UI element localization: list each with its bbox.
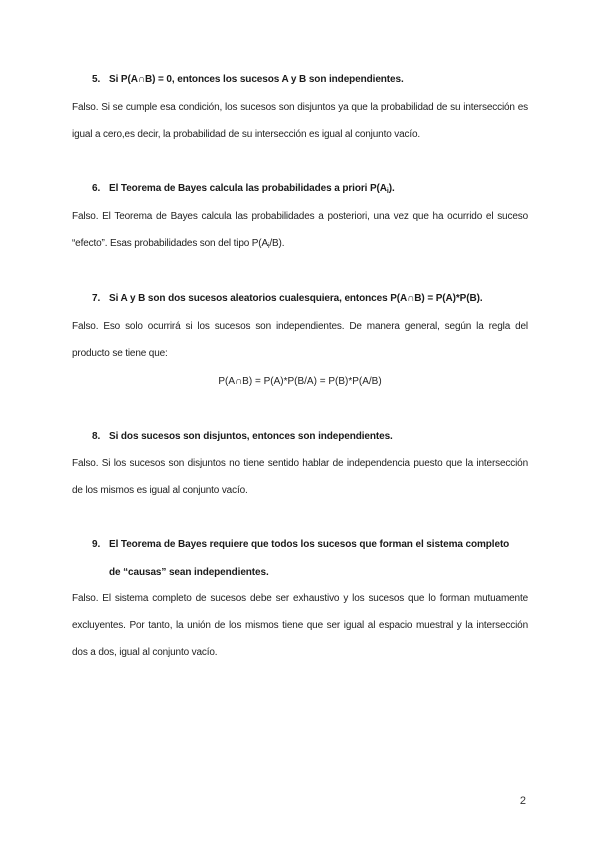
answer-8: Falso. Si los sucesos son disjuntos no tiene sentido hablar de independencia puesto que la intersección de los mismos es igual al conjunto vacío. — [72, 458, 528, 496]
question-number: 5. — [92, 74, 101, 85]
question-text: Si A y B son dos sucesos aleatorios cualesquiera, entonces P(A∩B) = P(A)*P(B). — [109, 293, 483, 304]
question-text: Si dos sucesos son disjuntos, entonces son independientes. — [109, 431, 393, 442]
question-6 — [92, 175, 528, 203]
answer-text: Falso. El Teorema de Bayes calcula las probabilidades a posteriori, una vez que ha ocurrido el suceso “efecto”. Esas probabilidades son del tipo P(A — [72, 211, 528, 249]
question-number: 7. — [92, 293, 101, 304]
question-text: Si P(A∩B) = 0, entonces los sucesos A y B son independientes. — [109, 74, 404, 85]
answer-text-end: /B). — [269, 238, 285, 249]
question-text-end: ). — [388, 183, 395, 194]
answer-5: Falso. Si se cumple esa condición, los sucesos son disjuntos ya que la probabilidad de su intersección es igual a cero,es decir, la probabilidad de su intersección es igual al conjunto vacío. — [72, 102, 528, 140]
subscript: i — [386, 188, 389, 195]
question-number: 8. — [92, 431, 101, 442]
subscript: i — [268, 243, 270, 250]
formula: P(A∩B) = P(A)*P(B/A) = P(B)*P(A/B) — [218, 376, 382, 387]
question-text-line1: El Teorema de Bayes requiere que todos los sucesos que forman el sistema completo — [109, 539, 510, 550]
answer-9: Falso. El sistema completo de sucesos debe ser exhaustivo y los sucesos que lo forman mutuamente excluyentes. Por tanto, la unión de los mismos tiene que ser igual al espacio muestral y la intersección dos a dos, igual al conjunto vacío. — [72, 593, 528, 658]
answer-6 — [72, 203, 528, 257]
question-text-line2: de “causas” sean independientes. — [109, 567, 269, 578]
question-number: 6. — [92, 183, 101, 194]
question-5 — [92, 66, 528, 94]
question-7 — [92, 285, 528, 313]
page-number: 2 — [519, 795, 526, 807]
question-text: El Teorema de Bayes calcula las probabilidades a priori P(A — [109, 183, 387, 194]
answer-7: Falso. Eso solo ocurrirá si los sucesos son independientes. De manera general, según la regla del producto se tiene que: — [72, 321, 528, 359]
question-9 — [92, 531, 528, 587]
question-number: 9. — [92, 539, 101, 550]
question-8 — [92, 423, 528, 451]
